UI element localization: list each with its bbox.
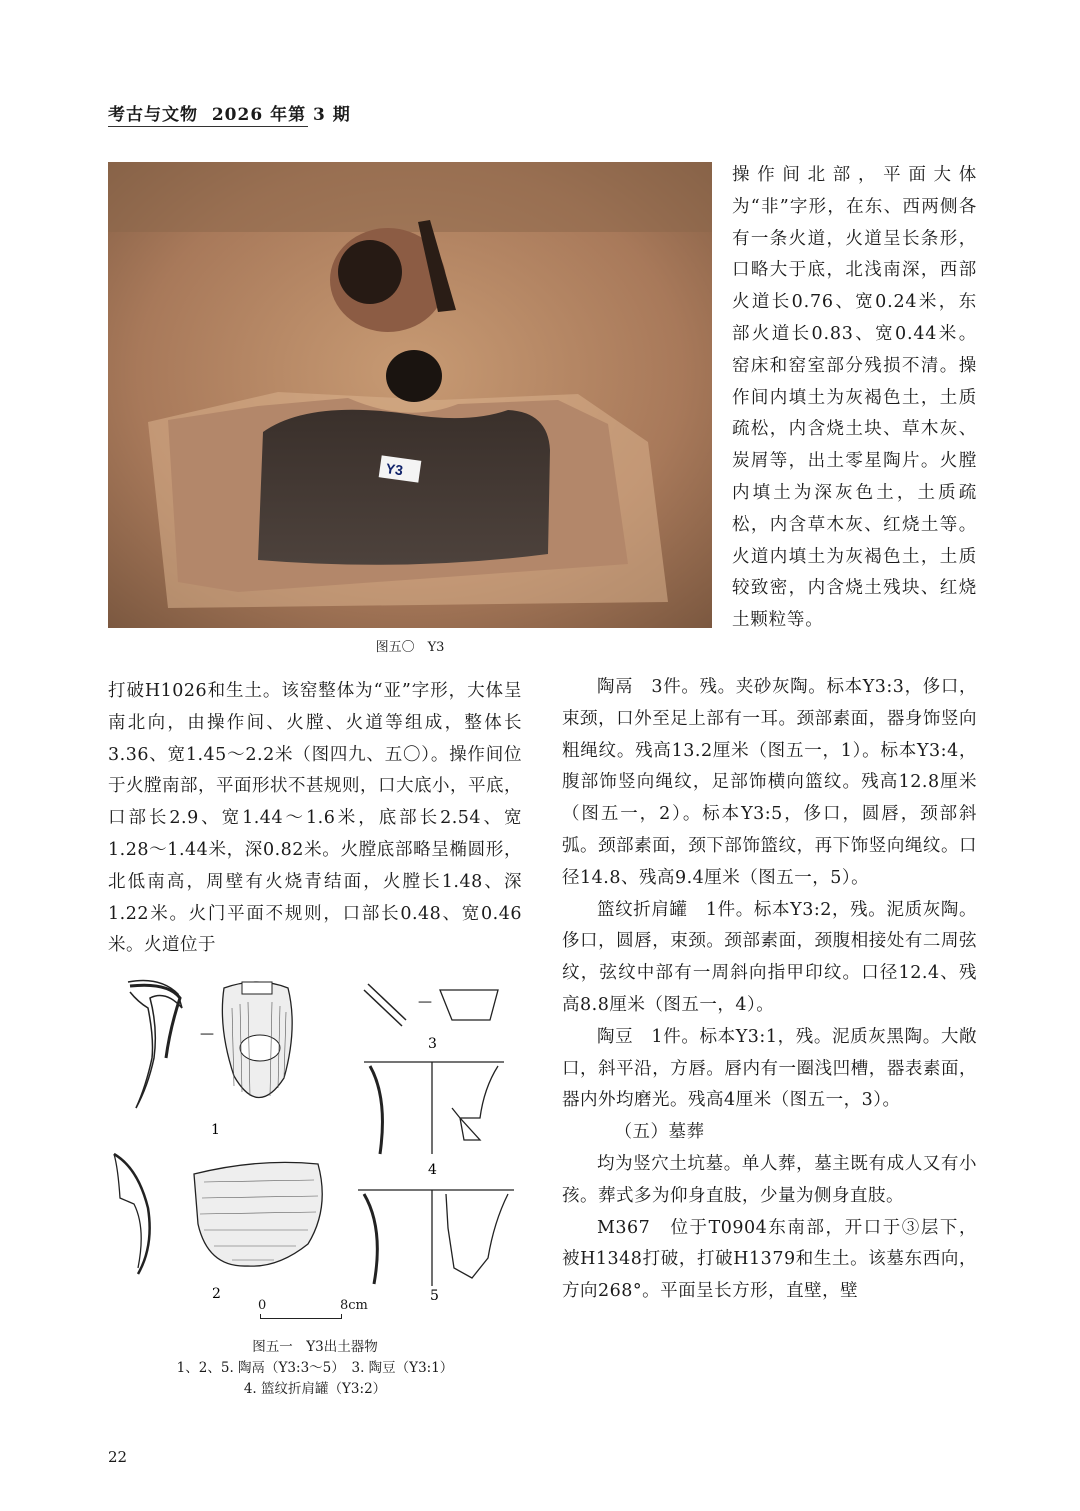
figure-51-caption (108, 1337, 522, 1400)
issue-label: 2026 年第 3 期 (211, 105, 351, 125)
artifact-3-profile (364, 984, 406, 1026)
figure-51-artifacts (108, 968, 522, 1328)
scale-line (260, 1314, 342, 1319)
kiln-photo (108, 162, 712, 628)
section-heading: （五）墓葬 (614, 1122, 705, 1143)
scale-end: 8cm (340, 1298, 368, 1313)
running-header (108, 100, 351, 125)
paragraph: 打破H1026和生土。该窑整体为“亚”字形，大体呈南北向，由操作间、火膛、火道等组成，整体长3.36、宽1.45～2.2米（图四九、五〇）。操作间位于火膛南部，平面形状不甚规则，口大底小，平底，口部长2.9、宽1.44～1.6米，底部长2.54、宽1.28～1.44米，深0.82米。火膛底部略呈椭圆形，北低南高，周壁有火烧青结面，火膛长1.48、深1.22米。火门平面不规则，口部长0.48、宽0.46米。火道位于 (108, 681, 522, 956)
right-column-top-text (732, 160, 977, 637)
paragraph: M367 位于T0904东南部，开口于③层下，被H1348打破，打破H1379和生土。该墓东西向，方向268°。平面呈长方形，直壁，壁 (562, 1217, 977, 1302)
photo-marker-label: Y3 (384, 460, 405, 479)
artifact-1-body (222, 982, 292, 1098)
right-column-text (562, 672, 977, 1308)
scale-bar (258, 1298, 378, 1318)
figure-label-5: 5 (430, 1288, 439, 1304)
figure-label-1: 1 (211, 1122, 220, 1138)
figure-dash: — (200, 1026, 214, 1042)
artifact-5 (358, 1190, 514, 1286)
figure-50-caption: 图五〇 Y3 (375, 640, 445, 655)
figure-label-2: 2 (212, 1286, 221, 1302)
scale-zero: 0 (258, 1298, 267, 1313)
figure-51-caption-line: 1、2、5. 陶鬲（Y3:3～5） 3. 陶豆（Y3:1） (176, 1360, 454, 1376)
figure-label-3: 3 (428, 1036, 437, 1052)
paragraph: 陶鬲 3件。残。夹砂灰陶。标本Y3:3，侈口，束颈，口外至足上部有一耳。颈部素面，器身饰竖向粗绳纹。残高13.2厘米（图五一，1）。标本Y3:4，腹部饰竖向绳纹，足部饰横向篮纹。残高12.8厘米（图五一，2）。标本Y3:5，侈口，圆唇，颈部斜弧。颈部素面，颈下部饰篮纹，再下饰竖向绳纹。口径14.8、残高9.4厘米（图五一，5）。 (562, 677, 977, 888)
artifact-1-profile (128, 981, 182, 1109)
left-column-text (108, 676, 522, 962)
paragraph: 均为竖穴土坑墓。单人葬，墓主既有成人又有小孩。葬式多为仰身直肢，少量为侧身直肢。 (562, 1153, 977, 1206)
paragraph: 篮纹折肩罐 1件。标本Y3:2，残。泥质灰陶。侈口，圆唇，束颈。颈部素面，颈腹相接处有二周弦纹，弦纹中部有一周斜向指甲印纹。口径12.4、残高8.8厘米（图五一，4）。 (562, 899, 977, 1015)
figure-51-caption-title: 图五一 Y3出土器物 (252, 1339, 378, 1355)
artifact-3-body (440, 990, 498, 1020)
figure-dash: — (418, 994, 432, 1010)
page-number: 22 (108, 1448, 128, 1466)
paragraph: 操作间北部，平面大体为“非”字形，在东、西两侧各有一条火道，火道呈长条形，口略大于底，北浅南深，西部火道长0.76、宽0.24米，东部火道长0.83、宽0.44米。窑床和窑室部分残损不清。操作间内填土为灰褐色土，土质疏松，内含烧土块、草木灰、炭屑等，出土零星陶片。火膛内填土为深灰色土，土质疏松，内含草木灰、红烧土等。火道内填土为灰褐色土，土质较致密，内含烧土残块、红烧土颗粒等。 (732, 165, 977, 631)
artifact-2-sherd (194, 1162, 322, 1266)
artifact-2 (114, 1154, 150, 1274)
paragraph: 陶豆 1件。标本Y3:1，残。泥质灰黑陶。大敞口，斜平沿，方唇。唇内有一圈浅凹槽，器表素面，器内外均磨光。残高4厘米（图五一，3）。 (562, 1026, 977, 1111)
journal-title: 考古与文物 (108, 105, 198, 125)
header-rule (108, 126, 308, 127)
artifact-4 (364, 1062, 504, 1154)
figure-label-4: 4 (428, 1162, 437, 1178)
figure-51-caption-line: 4. 篮纹折肩罐（Y3:2） (243, 1381, 387, 1397)
